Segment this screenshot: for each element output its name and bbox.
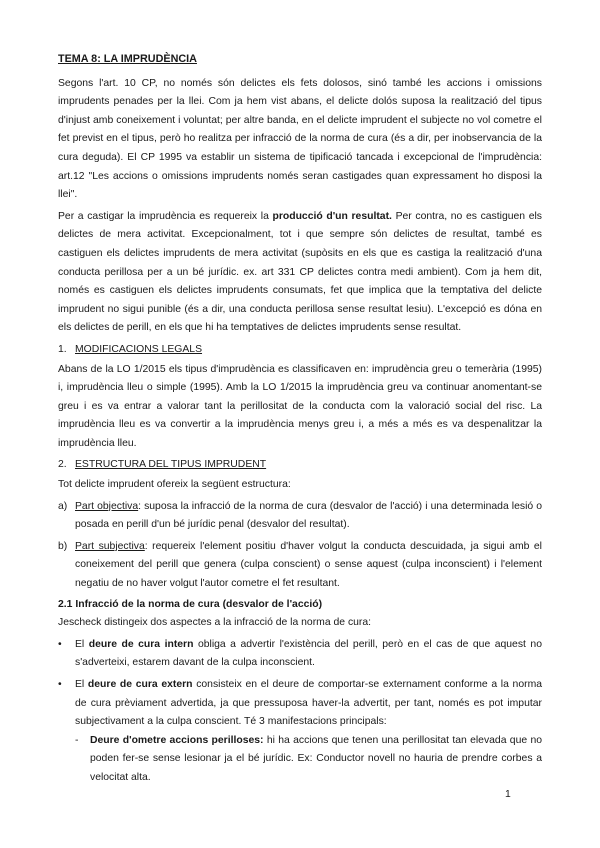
bullet-item-1 (58, 636, 542, 673)
document-page (58, 50, 542, 788)
dash-item (58, 732, 542, 788)
section-2-title: ESTRUCTURA DEL TIPUS IMPRUDENT (75, 459, 267, 471)
list-item-text (75, 538, 542, 594)
section-1-heading (58, 341, 542, 360)
bullet-pre: El (75, 638, 89, 650)
bullet-rest: consisteix en el deure de comportar-se externament conforme a la norma de cura prèviament advertida, ja que pressuposa haver-la advertit, per tant, només es pot imputar subjectivament a la culpa conscient. Té 3 manifestacions principals: (75, 679, 543, 728)
intro-paragraph-1: Segons l'art. 10 CP, no només són delictes els fets dolosos, sinó també les accions i omissions imprudents penades per la llei. Com ja hem vist abans, el delicte dolós suposa la realització del tipus d'injust amb coneixement i voluntat; per altre banda, en el delicte imprudent el subjecte no vol cometre el fet previst en el tipus, però ho realitza per infracció de la norma de cura (és a dir, per inobservancia de la cura deguda). El CP 1995 va establir un sistema de tipificació tancada i excepcional de l'imprudència: art.12 "Les accions o omissions imprudents només seran castigades quan expressament ho disposi la llei". (58, 77, 542, 201)
bullet-text (75, 676, 542, 732)
dash-bold: Deure d'ometre accions perilloses: (90, 734, 264, 746)
document-title: TEMA 8: LA IMPRUDÈNCIA (58, 53, 197, 65)
section-2-number: 2. (58, 459, 67, 471)
list-item-b (58, 538, 542, 594)
item-text: : suposa la infracció de la norma de cura (desvalor de l'acció) i una determinada lesió o posada en perill d'un bé jurídic penal (desvalor del resultat). (75, 500, 543, 531)
section-2-heading (58, 456, 542, 475)
list-item-text (75, 498, 542, 535)
intro-p2-rest: Per contra, no es castiguen els delictes de mera activitat. Excepcionalment, tot i que sempre són delictes de resultat, també es castiguen els delictes imprudents de mera activitat (supòsits en els que es castiga la realització d'una conducta perillosa per a un bé jurídic. ex. art 331 CP delictes contra medi ambient). Com ja hem dit, només es castiguen els delictes imprudents consumats, fet que implica que la temptativa del delicte imprudent no sigui punible (és a dir, una conducta perillosa sense resultat lesiu). L'excepció es dóna en els delictes de perill, en els que hi ha temptatives de delictes imprudents sense resultat. (58, 210, 542, 334)
dash-rest: hi ha accions que tenen una perillositat tan elevada que no poden fer-se sense lesionar ja el bé jurídic. Ex: Conductor novell no hauria de prendre corbes a velocitat alta. (90, 734, 543, 783)
bullet-bold: deure de cura extern (87, 679, 193, 690)
bullet-bold: deure de cura intern (88, 638, 194, 650)
dash-text (90, 732, 542, 788)
section-1-text: Abans de la LO 1/2015 els tipus d'imprudència es classificaven en: imprudència greu o temerària (1995) i, imprudència lleu o simple (1995). Amb la LO 1/2015 la imprudència greu va continuar anomentant-se greu i es va entrar a valorar tant la perillositat de la conducta com la valoració social del risc. La imprudència lleu es va convertir a la imprudència menys greu i, a més a més es va despenalitzar la imprudència lleu. (58, 363, 542, 449)
section-1-title: MODIFICACIONS LEGALS (75, 343, 203, 355)
section-1-number: 1. (58, 343, 67, 355)
list-marker: a) (58, 500, 68, 512)
item-text: : requereix l'element positiu d'haver volgut la conducta descuidada, ja sigui amb el coneixement del perill que genera (culpa conscient) o sense aquest (culpa inconscient) i l'element negatiu de no haver volgut l'autor cometre el fet resultant. (75, 540, 542, 590)
item-label: Part subjectiva (75, 540, 145, 552)
bullet-pre: El (75, 679, 88, 690)
dash-marker: - (75, 734, 79, 746)
bullet-icon: • (58, 638, 62, 650)
section-2-1-heading: 2.1 Infracció de la norma de cura (desvalor de l'acció) (58, 598, 323, 610)
list-marker: b) (58, 540, 68, 552)
intro-p2-bold: producció d'un resultat. (272, 210, 392, 222)
bullet-rest: obliga a advertir l'existència del perill, però en el cas de que aquest no s'adverteixi, estarem davant de la culpa inconscient. (75, 638, 542, 669)
section-2-1-intro: Jescheck distingeix dos aspectes a la infracció de la norma de cura: (58, 617, 372, 629)
page-number: 1 (505, 789, 511, 800)
section-2-intro: Tot delicte imprudent ofereix la següent estructura: (58, 479, 291, 491)
intro-paragraph-2 (58, 208, 542, 338)
list-item-a (58, 498, 542, 535)
bullet-item-2 (58, 676, 542, 732)
bullet-text (75, 636, 542, 673)
item-label: Part objectiva (75, 500, 139, 512)
bullet-icon: • (58, 679, 62, 690)
intro-p2-start: Per a castigar la imprudència es requereix la (58, 210, 273, 222)
